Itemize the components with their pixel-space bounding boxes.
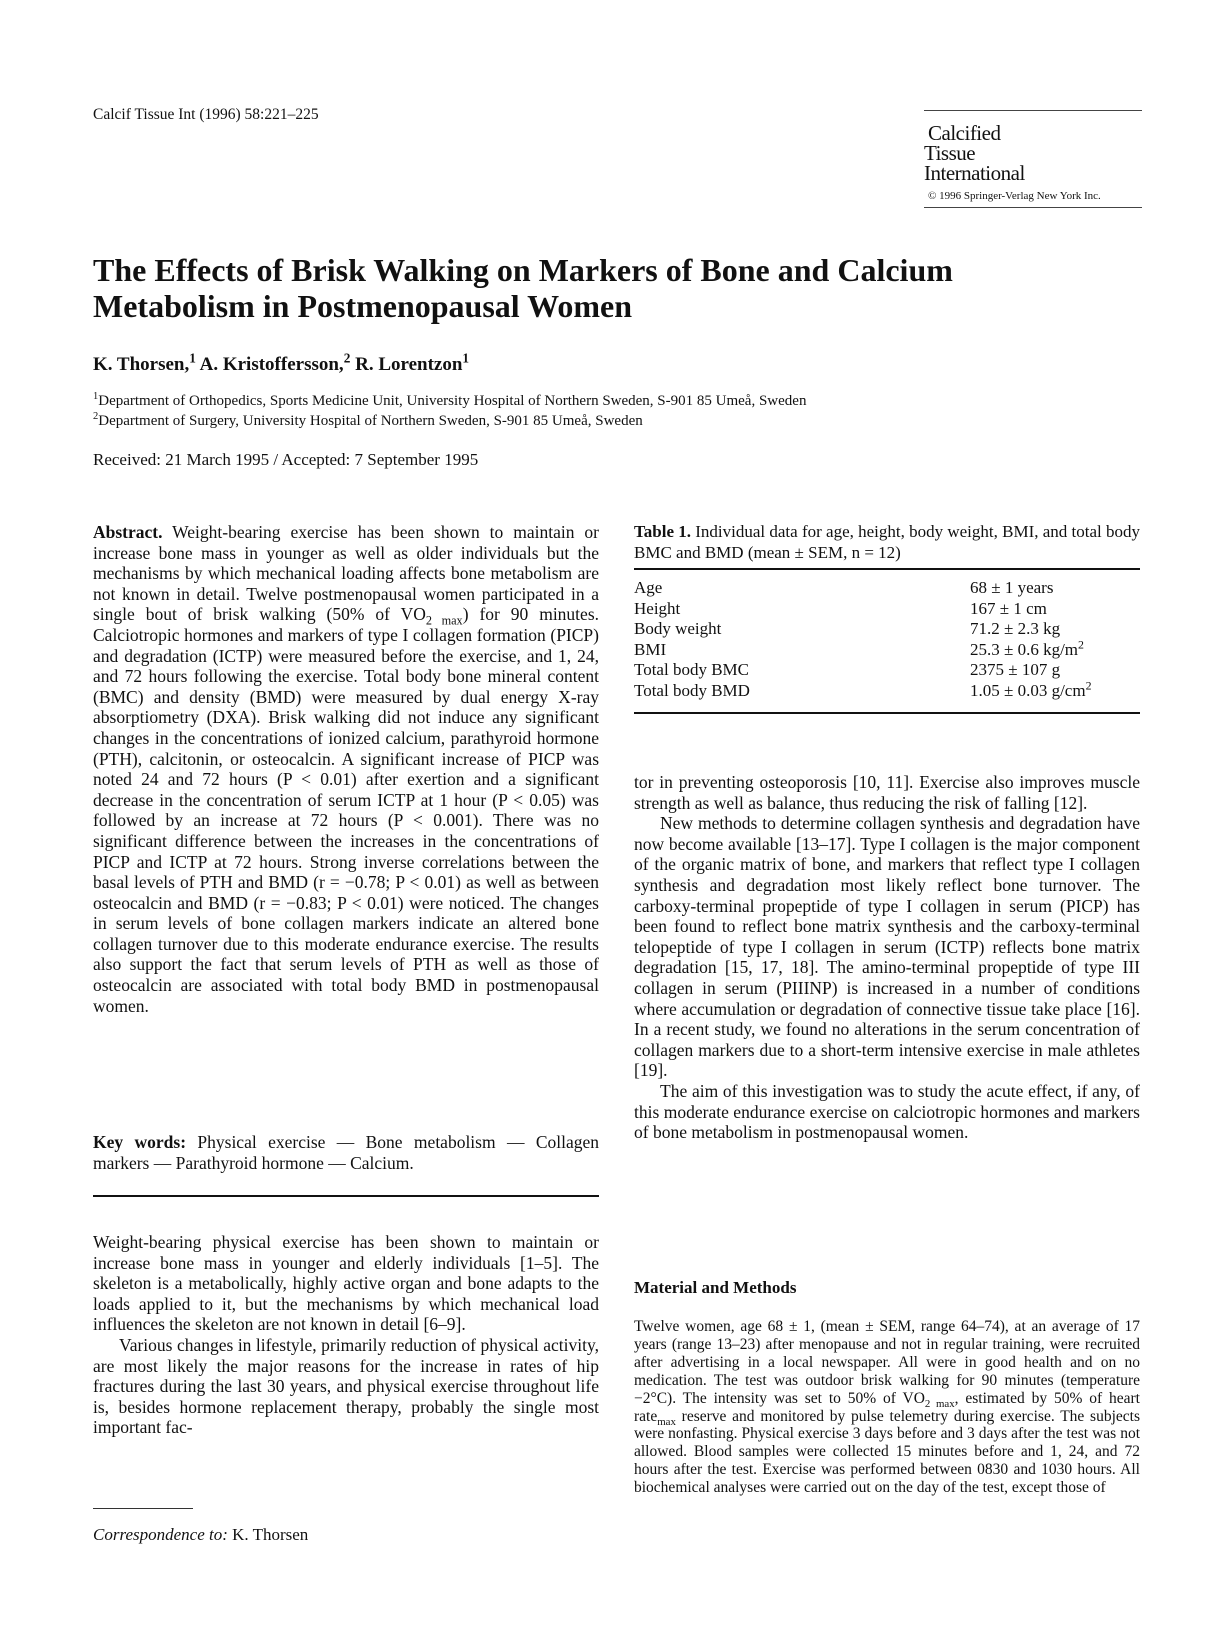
intro-right (634, 772, 1140, 1143)
table-cell-value: 25.3 ± 0.6 kg/m (970, 639, 1079, 659)
methods-rate-sub: max (657, 1415, 676, 1428)
vo2-sub: 2 max (425, 613, 463, 628)
table-cell-name: BMI (634, 639, 667, 659)
table-row (634, 660, 1140, 681)
abstract-label: Abstract. (93, 522, 163, 542)
table-cell-value: 68 ± 1 years (970, 578, 1054, 597)
paper-title: The Effects of Brisk Walking on Markers of Bone and Calcium Metabolism in Postmenopausal Women (93, 252, 953, 324)
intro-paragraph-1: Weight-bearing physical exercise has been shown to maintain or increase bone mass in younger and elderly individuals [1–5]. The skeleton is a metabolically, highly active organ and bone adapts to the loads applied to it, but the mechanisms by which mechanical load influences the skeleton are not known in detail [6–9]. (93, 1232, 599, 1335)
intro-paragraph-3: New methods to determine collagen synthesis and degradation have now become available [13–17]. Type I collagen is the major component of the organic matrix of bone, and markers that reflect type I collagen synthesis and degradation most likely reflect bone turnover. The carboxy-terminal propeptide of type I collagen in serum (PICP) has been found to reflect bone matrix synthesis and the carboxy-terminal telopeptide of type I collagen in serum (ICTP) reflects bone matrix degradation [15, 17, 18]. The amino-terminal propeptide of type III collagen in serum (PIIINP) is increased in a number of conditions where accumulation or degradation of connective tissue take place [16]. In a recent study, we found no alterations in the serum concentration of collagen markers due to a short-term intensive exercise in male athletes [19]. (634, 813, 1140, 1081)
copyright: © 1996 Springer-Verlag New York Inc. (928, 190, 1101, 202)
abstract-text-1: Weight-bearing exercise has been shown to maintain or increase bone mass in younger as well as older individuals but the mechanisms by which mechanical loading affects bone metabolism are not known in detail. Twelve postmenopausal women participated in a single bout of brisk walking (50% of (93, 522, 599, 625)
vo2-term: VO (400, 604, 426, 625)
keywords-text: Physical exercise — Bone metabolism — Collagen markers — Parathyroid hormone — Calcium. (93, 1132, 600, 1173)
correspondence-label: Correspondence to: (93, 1525, 228, 1544)
abstract-text-2: ) for 90 minutes. Calciotropic hormones and markers of type I collagen formation (PICP) and degradation (ICTP) were measured before the exercise, and 1, 24, and 72 hours following the exercise. Total body bone mineral content (BMC) and density (BMD) were measured by dual energy X-ray absorptiometry (DXA). Brisk walking did not induce any significant changes in the concentrations of ionized calcium, parathyroid hormone (PTH), calcitonin, or osteocalcin. A significant increase of PICP was noted 24 and 72 hours (P < 0.01) after exertion and a significant decrease in the concentration of serum ICTP at 1 hour (P < 0.05) was followed by an increase at 72 hours (P < 0.001). There was no significant difference between the increases in the concentrations of PICP and ICTP at 72 hours. Strong inverse correlations between the basal levels of PTH and BMD (r = −0.78; P < 0.01) as well as between osteocalcin and BMD (r = −0.83; P < 0.01) were noticed. The changes in serum levels of bone collagen markers indicate an altered bone collagen turnover due to this moderate endurance exercise. The results also support the fact that serum levels of PTH as well as those of osteocalcin are associated with total body BMD in postmenopausal women. (93, 604, 600, 1016)
table-cell-name: Age (634, 578, 663, 597)
table-cell-name: Total body BMC (634, 660, 749, 680)
intro-paragraph-4: The aim of this investigation was to study the acute effect, if any, of this moderate endurance exercise on calciotropic hormones and markers of bone metabolism in postmenopausal women. (634, 1080, 1140, 1143)
logo-line-3: International (924, 161, 1025, 185)
table-1-caption (634, 522, 1140, 563)
table-cell-value: 2375 ± 107 g (970, 660, 1061, 680)
methods-text-3: reserve and monitored by pulse telemetry during exercise. The subjects were nonfasting. Physical exercise 3 days before and 3 days after the test was not allowed. Blood samples were collected 15 minutes before and 1, 24, and 72 hours after the test. Exercise was performed between 0830 and 1030 hours. All biochemical analyses were carried out on the day of the test, except those of (634, 1407, 1140, 1497)
table-cell-name: Total body BMD (634, 680, 750, 700)
correspondence-name: K. Thorsen (232, 1525, 309, 1544)
table-cell-value: 1.05 ± 0.03 g/cm (970, 680, 1086, 700)
affiliation-2-text: Department of Surgery, University Hospital of Northern Sweden, S-901 85 Umeå, Sweden (98, 413, 643, 429)
intro-paragraph-2-start: Various changes in lifestyle, primarily reduction of physical activity, are most likely the major reasons for the increase in rates of hip fractures during the last 30 years, and physical exercise throughout life is, besides hormone replacement therapy, probably the single most important fac- (93, 1334, 599, 1438)
logo-line-2: Tissue (924, 141, 976, 165)
author-2-sup: 2 (343, 350, 351, 366)
table-row (634, 578, 1140, 599)
intro-left (93, 1232, 599, 1438)
methods-text (634, 1318, 1140, 1497)
author-1: K. Thorsen, (93, 354, 190, 375)
footnote-rule (93, 1508, 193, 1509)
author-3: R. Lorentzon (355, 354, 463, 375)
table-bottom-rule (634, 712, 1140, 714)
methods-vo2-sub: 2 max (924, 1397, 955, 1410)
keywords-label: Key words: (93, 1132, 187, 1152)
table-cell-sup: 2 (1085, 678, 1092, 693)
affiliation-2-sup: 2 (93, 411, 99, 422)
table-1 (634, 578, 1140, 702)
abstract (93, 522, 599, 1016)
table-row (634, 599, 1140, 620)
table-row (634, 681, 1140, 702)
table-cell-value-wrap (970, 637, 1140, 661)
author-2: A. Kristoffersson, (199, 354, 344, 375)
correspondence (93, 1525, 308, 1545)
table-top-rule (634, 568, 1140, 570)
author-list (93, 350, 470, 376)
intro-paragraph-2-end: tor in preventing osteoporosis [10, 11]. Exercise also improves muscle strength as well as balance, thus reducing the risk of falling [12]. (634, 772, 1140, 813)
keywords (93, 1132, 599, 1173)
table-cell-name: Body weight (634, 619, 722, 639)
logo-line-1: Calcified (928, 121, 1001, 145)
abstract-divider (93, 1195, 599, 1197)
received-dates: Received: 21 March 1995 / Accepted: 7 September 1995 (93, 450, 479, 469)
table-1-caption-text: Individual data for age, height, body weight, BMI, and total body BMC and BMD (mean ± SEM, n = 12) (634, 522, 1141, 562)
table-cell-value: 167 ± 1 cm (970, 598, 1047, 618)
affiliation-1 (93, 393, 806, 410)
affiliation-1-sup: 1 (93, 391, 99, 402)
methods-text-1: Twelve women, age 68 ± 1, (mean ± SEM, range 64–74), at an average of 17 years (range 13–23) after menopause and not in regular training, were recruited after advertising in a local newspaper. All were in good health and on no medication. The test was outdoor brisk walking for 90 minutes (temperature −2°C). The intensity was set to 50% of (634, 1318, 1140, 1407)
table-row (634, 619, 1140, 640)
table-cell-value: 71.2 ± 2.3 kg (970, 619, 1061, 639)
methods-vo2: VO (902, 1389, 925, 1407)
section-heading-methods: Material and Methods (634, 1278, 797, 1297)
author-1-sup: 1 (189, 350, 196, 366)
table-cell-name: Height (634, 598, 681, 618)
table-cell-sup: 2 (1078, 637, 1084, 652)
journal-citation: Calcif Tissue Int (1996) 58:221–225 (93, 106, 319, 123)
table-cell-value-wrap (970, 678, 1140, 702)
table-row (634, 640, 1140, 661)
methods-text-2: , estimated by 50% of heart rate (634, 1389, 1140, 1425)
author-3-sup: 1 (462, 350, 470, 366)
table-1-label: Table 1. (634, 522, 692, 541)
affiliation-2 (93, 413, 643, 430)
affiliation-1-text: Department of Orthopedics, Sports Medicine Unit, University Hospital of Northern Sweden, S-901 85 Umeå, Sweden (98, 393, 807, 409)
journal-logo (924, 110, 1142, 208)
